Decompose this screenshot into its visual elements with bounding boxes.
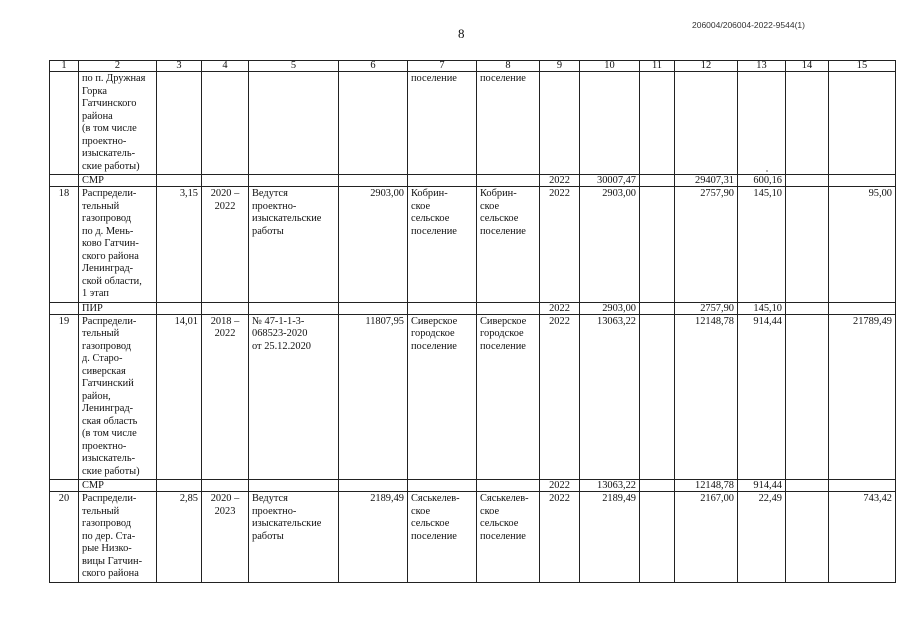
cell-year: 2022 [540,492,580,583]
cell-length-km: 14,01 [157,314,202,480]
cell-length-km [157,72,202,175]
cell-cost [339,72,408,175]
cell-length-km [157,175,202,187]
cell-municipality: Сиверское городское поселение [408,314,477,480]
cell-municipality [477,175,540,187]
cell-co-funding: 914,44 [738,480,786,492]
cell-length-km [157,480,202,492]
table-row [50,314,896,480]
cell-municipality [408,175,477,187]
column-number: 11 [640,61,675,72]
cell-column-14 [786,187,829,303]
cell-co-funding: 22,49 [738,492,786,583]
table-subrow [50,175,896,187]
cell-column-11 [640,175,675,187]
cell-row-number: 20 [50,492,79,583]
cell-status [249,480,339,492]
cell-cost: 2903,00 [339,187,408,303]
cell-column-14 [786,72,829,175]
cell-period: 2020 – 2023 [202,492,249,583]
cell-year: 2022 [540,302,580,314]
cell-cost [339,175,408,187]
cell-length-km: 2,85 [157,492,202,583]
cell-object-name: ПИР [79,302,157,314]
page-number: 8 [458,26,465,41]
column-number: 9 [540,61,580,72]
cell-funding: 2167,00 [675,492,738,583]
cell-year: 2022 [540,187,580,303]
column-number: 1 [50,61,79,72]
cell-funding: 29407,31 [675,175,738,187]
cell-length-km: 3,15 [157,187,202,303]
cell-total [580,72,640,175]
column-number: 10 [580,61,640,72]
cell-total: 13063,22 [580,314,640,480]
cell-column-15: 21789,49 [829,314,896,480]
cell-column-11 [640,187,675,303]
cell-row-number [50,175,79,187]
column-number-row [50,61,896,72]
cell-object-name: Распредели- тельный газопровод д. Старо- сиверская Гатчинский район, Ленинград- ская область (в том числе проектно- изыскатель- ские работы) [79,314,157,480]
cell-length-km [157,302,202,314]
cell-column-15: 95,00 [829,187,896,303]
cell-co-funding: 145,10 [738,302,786,314]
column-number: 12 [675,61,738,72]
cell-total: 2189,49 [580,492,640,583]
cell-year [540,72,580,175]
column-number: 14 [786,61,829,72]
cell-municipality: поселение [408,72,477,175]
column-number: 5 [249,61,339,72]
cell-total: 2903,00 [580,302,640,314]
cell-municipality [477,302,540,314]
table-row [50,492,896,583]
column-number: 2 [79,61,157,72]
cell-object-name: СМР [79,480,157,492]
cell-column-14 [786,492,829,583]
cell-status [249,72,339,175]
column-number: 13 [738,61,786,72]
cell-column-14 [786,314,829,480]
cell-column-15 [829,302,896,314]
cell-column-11 [640,492,675,583]
cell-cost [339,480,408,492]
column-number: 8 [477,61,540,72]
cell-column-11 [640,480,675,492]
cell-period [202,480,249,492]
cell-column-15 [829,175,896,187]
cell-funding [675,72,738,175]
table-row [50,72,896,175]
cell-column-14 [786,302,829,314]
cell-object-name: по п. Дружная Горка Гатчинского района (в том числе проектно- изыскатель- ские работы) [79,72,157,175]
document-id: 206004/206004-2022-9544(1) [692,20,805,30]
cell-status: Ведутся проектно- изыскательские работы [249,492,339,583]
cell-column-15 [829,72,896,175]
cell-row-number: 18 [50,187,79,303]
cell-funding: 12148,78 [675,314,738,480]
table-subrow [50,302,896,314]
cell-municipality [477,480,540,492]
column-number: 6 [339,61,408,72]
cell-total: 13063,22 [580,480,640,492]
cell-row-number: 19 [50,314,79,480]
cell-co-funding [738,72,786,175]
cell-total: 2903,00 [580,187,640,303]
cell-co-funding: 600,16 [738,175,786,187]
cell-municipality: Сяськелев- ское сельское поселение [477,492,540,583]
cell-row-number [50,480,79,492]
cell-municipality [408,302,477,314]
cell-period: 2018 – 2022 [202,314,249,480]
column-number: 15 [829,61,896,72]
cell-funding: 2757,90 [675,187,738,303]
cell-status [249,175,339,187]
cell-cost: 11807,95 [339,314,408,480]
column-number: 7 [408,61,477,72]
cell-municipality [408,480,477,492]
cell-year: 2022 [540,480,580,492]
cell-column-15 [829,480,896,492]
cell-period [202,175,249,187]
cell-column-11 [640,302,675,314]
cell-object-name: СМР [79,175,157,187]
cell-status: № 47-1-1-3- 068523-2020 от 25.12.2020 [249,314,339,480]
table-row [50,187,896,303]
cell-column-11 [640,72,675,175]
cell-funding: 12148,78 [675,480,738,492]
column-number: 4 [202,61,249,72]
cell-year: 2022 [540,314,580,480]
cell-period: 2020 – 2022 [202,187,249,303]
cell-column-14 [786,480,829,492]
cell-row-number [50,302,79,314]
cell-municipality: поселение [477,72,540,175]
cell-municipality: Кобрин- ское сельское поселение [408,187,477,303]
cell-municipality: Сяськелев- ское сельское поселение [408,492,477,583]
cell-object-name: Распредели- тельный газопровод по дер. Ста- рые Низко- вицы Гатчин- ского района [79,492,157,583]
cell-row-number [50,72,79,175]
cell-column-14 [786,175,829,187]
cell-co-funding: 145,10 [738,187,786,303]
cell-funding: 2757,90 [675,302,738,314]
investment-program-table [49,60,896,583]
cell-status: Ведутся проектно- изыскательские работы [249,187,339,303]
table-subrow [50,480,896,492]
cell-period [202,302,249,314]
cell-column-15: 743,42 [829,492,896,583]
cell-municipality: Кобрин- ское сельское поселение [477,187,540,303]
cell-period [202,72,249,175]
cell-municipality: Сиверское городское поселение [477,314,540,480]
cell-cost: 2189,49 [339,492,408,583]
cell-cost [339,302,408,314]
cell-object-name: Распредели- тельный газопровод по д. Мень- ково Гатчин- ского района Ленинград- ской области, 1 этап [79,187,157,303]
cell-total: 30007,47 [580,175,640,187]
column-number: 3 [157,61,202,72]
table-body [50,61,896,583]
cell-status [249,302,339,314]
cell-co-funding: 914,44 [738,314,786,480]
cell-year: 2022 [540,175,580,187]
cell-column-11 [640,314,675,480]
